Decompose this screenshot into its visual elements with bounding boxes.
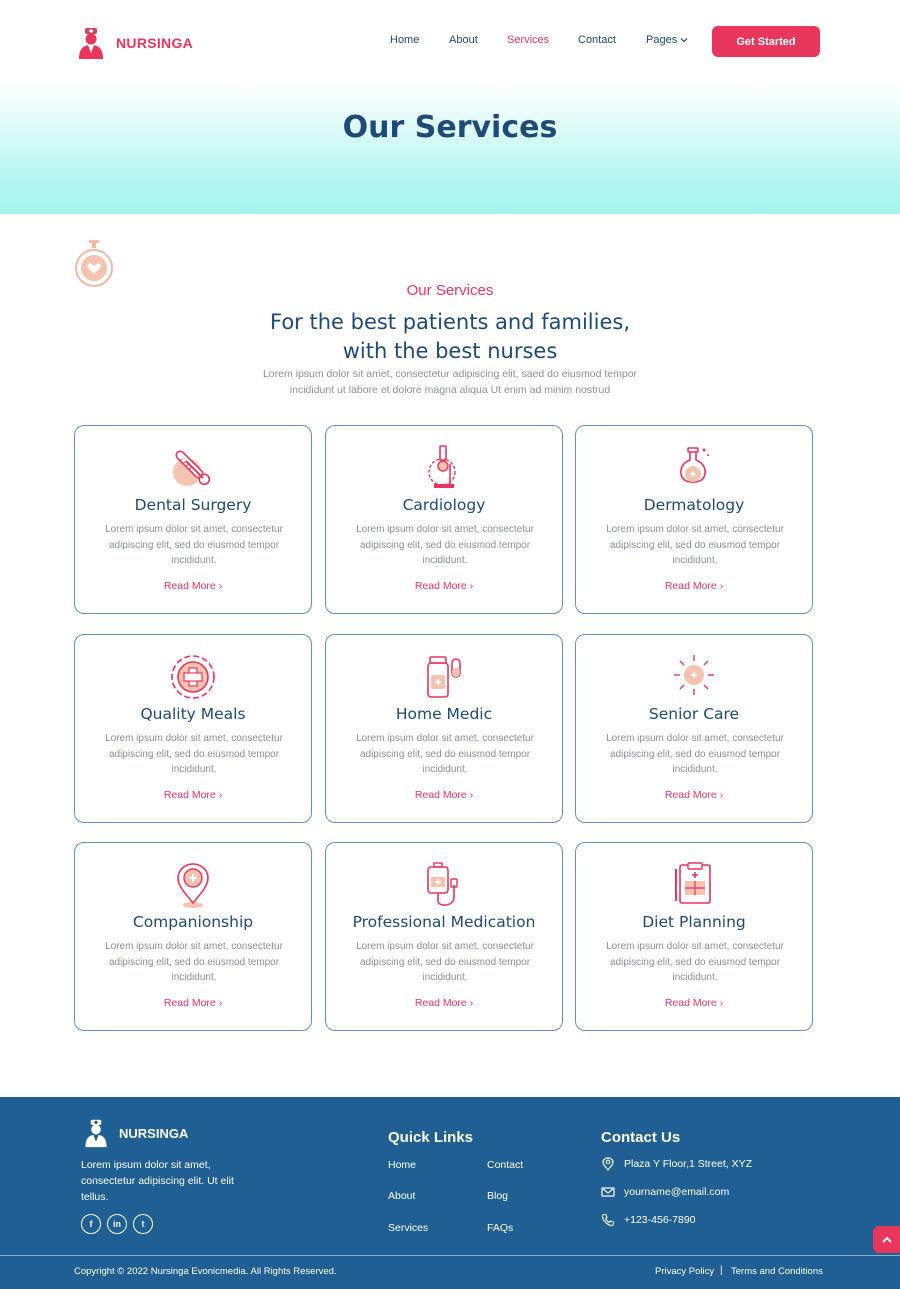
get-started-button[interactable]: Get Started <box>712 26 820 57</box>
brand-name: NURSINGA <box>116 35 194 51</box>
footer-link-separator: | <box>720 1265 723 1276</box>
contact-phone[interactable]: +123-456-7890 <box>601 1213 696 1227</box>
footer-link-faqs[interactable]: FAQs <box>487 1222 514 1234</box>
service-description: Lorem ipsum dolor sit amet, consectetur adipiscing elit, sed do eiusmod tempor incididunt. <box>356 524 534 566</box>
service-description: Lorem ipsum dolor sit amet, consectetur adipiscing elit, sed do eiusmod tempor incididunt. <box>356 941 534 983</box>
virus-icon <box>670 653 718 701</box>
read-more-link[interactable]: Read More › <box>163 580 223 592</box>
chevron-right-icon: › <box>218 789 223 801</box>
chevron-right-icon: › <box>719 789 724 801</box>
service-title: Home Medic <box>395 705 493 723</box>
read-more-link[interactable]: Read More › <box>414 789 474 801</box>
service-description: Lorem ipsum dolor sit amet, consectetur adipiscing elit, sed do eiusmod tempor incididunt. <box>356 733 534 775</box>
service-description: Lorem ipsum dolor sit amet, consectetur adipiscing elit, sed do eiusmod tempor incididunt. <box>105 733 283 775</box>
page-hero <box>0 84 900 214</box>
service-title: Dental Surgery <box>134 496 252 514</box>
chevron-right-icon: › <box>719 580 724 592</box>
section-description: Lorem ipsum dolor sit amet, consectetur adipiscing elit, saed do eiusmod tempor incididunt ut labore et dolore magna aliqua Ut enim ad minim nostrud <box>262 368 638 396</box>
contact-email[interactable]: yourname@email.com <box>601 1185 729 1199</box>
contact-address: Plaza Y Floor,1 Street, XYZ <box>601 1157 752 1171</box>
location-pin-icon <box>169 861 217 909</box>
scroll-to-top-button[interactable] <box>873 1226 900 1253</box>
flask-icon <box>670 444 718 492</box>
read-more-link[interactable]: Read More › <box>163 997 223 1009</box>
service-card-professional-medication[interactable] <box>325 842 563 1031</box>
chevron-right-icon: › <box>469 580 474 592</box>
site-header <box>0 0 900 84</box>
footer-divider <box>0 1255 900 1256</box>
nurse-logo-icon <box>81 1117 111 1149</box>
linkedin-icon[interactable]: in <box>107 1214 127 1234</box>
chevron-up-icon <box>881 1234 893 1246</box>
chevron-right-icon: › <box>218 580 223 592</box>
chevron-right-icon: › <box>218 997 223 1009</box>
mail-icon <box>601 1185 615 1199</box>
facebook-icon[interactable]: f <box>81 1214 101 1234</box>
thermometer-icon <box>169 444 217 492</box>
service-card-dental-surgery[interactable] <box>74 425 312 614</box>
medical-cross-icon <box>169 653 217 701</box>
read-more-link[interactable]: Read More › <box>664 580 724 592</box>
read-more-link[interactable]: Read More › <box>664 997 724 1009</box>
chevron-right-icon: › <box>469 997 474 1009</box>
terms-link[interactable]: Terms and Conditions <box>731 1266 823 1277</box>
service-title: Cardiology <box>402 496 486 514</box>
footer-brand-name: NURSINGA <box>119 1125 189 1141</box>
nav-pages[interactable]: Pages <box>646 34 688 46</box>
pill-bottle-icon <box>420 653 468 701</box>
brand-logo[interactable] <box>74 26 193 60</box>
footer-about-text: Lorem ipsum dolor sit amet, consectetur adipiscing elit. Ut elit tellus. <box>81 1159 234 1203</box>
service-card-diet-planning[interactable] <box>575 842 813 1031</box>
service-title: Professional Medication <box>352 913 536 931</box>
service-card-quality-meals[interactable] <box>74 634 312 823</box>
privacy-policy-link[interactable]: Privacy Policy <box>655 1266 715 1277</box>
service-card-cardiology[interactable] <box>325 425 563 614</box>
service-card-companionship[interactable] <box>74 842 312 1031</box>
page-title: Our Services <box>342 110 558 145</box>
nav-contact[interactable]: Contact <box>578 34 616 46</box>
service-title: Diet Planning <box>642 913 746 931</box>
chevron-right-icon: › <box>469 789 474 801</box>
service-title: Dermatology <box>643 496 745 514</box>
read-more-link[interactable]: Read More › <box>414 997 474 1009</box>
section-title-line2: with the best nurses <box>342 339 558 363</box>
nav-services[interactable]: Services <box>507 34 550 46</box>
service-description: Lorem ipsum dolor sit amet, consectetur adipiscing elit, sed do eiusmod tempor incididunt. <box>606 941 784 983</box>
service-card-senior-care[interactable] <box>575 634 813 823</box>
section-title <box>0 308 900 366</box>
chevron-right-icon: › <box>719 997 724 1009</box>
service-description: Lorem ipsum dolor sit amet, consectetur adipiscing elit, sed do eiusmod tempor incididunt. <box>606 524 784 566</box>
twitter-icon[interactable]: t <box>133 1214 153 1234</box>
footer-link-contact[interactable]: Contact <box>487 1159 524 1171</box>
footer-link-about[interactable]: About <box>388 1190 416 1202</box>
phone-icon <box>601 1213 615 1227</box>
site-footer <box>0 1097 900 1289</box>
nav-about[interactable]: About <box>449 34 478 46</box>
nav-home[interactable]: Home <box>390 34 420 46</box>
service-description: Lorem ipsum dolor sit amet, consectetur adipiscing elit, sed do eiusmod tempor incididunt. <box>105 524 283 566</box>
contact-heading: Contact Us <box>601 1129 681 1146</box>
nurse-logo-icon <box>74 26 108 60</box>
footer-link-home[interactable]: Home <box>388 1159 417 1171</box>
service-card-dermatology[interactable] <box>575 425 813 614</box>
clipboard-icon <box>670 861 718 909</box>
footer-brand-logo[interactable] <box>81 1117 188 1149</box>
read-more-link[interactable]: Read More › <box>664 789 724 801</box>
read-more-link[interactable]: Read More › <box>163 789 223 801</box>
microscope-icon <box>420 444 468 492</box>
iv-bag-icon <box>420 861 468 909</box>
footer-link-blog[interactable]: Blog <box>487 1190 509 1202</box>
footer-link-services[interactable]: Services <box>388 1222 429 1234</box>
copyright-text: Copyright © 2022 Nursinga Evonicmedia. All Rights Reserved. <box>74 1266 337 1277</box>
service-description: Lorem ipsum dolor sit amet, consectetur adipiscing elit, sed do eiusmod tempor incididunt. <box>606 733 784 775</box>
service-title: Companionship <box>132 913 254 931</box>
read-more-link[interactable]: Read More › <box>414 580 474 592</box>
service-card-home-medic[interactable] <box>325 634 563 823</box>
quick-links-heading: Quick Links <box>388 1129 474 1146</box>
service-description: Lorem ipsum dolor sit amet, consectetur adipiscing elit, sed do eiusmod tempor incididunt. <box>105 941 283 983</box>
social-links <box>81 1214 153 1234</box>
section-title-line1: For the best patients and families, <box>269 310 630 334</box>
chevron-down-icon <box>680 36 688 44</box>
map-pin-icon <box>601 1157 615 1171</box>
section-kicker: Our Services <box>406 282 494 299</box>
service-title: Senior Care <box>648 705 740 723</box>
service-title: Quality Meals <box>140 705 246 723</box>
